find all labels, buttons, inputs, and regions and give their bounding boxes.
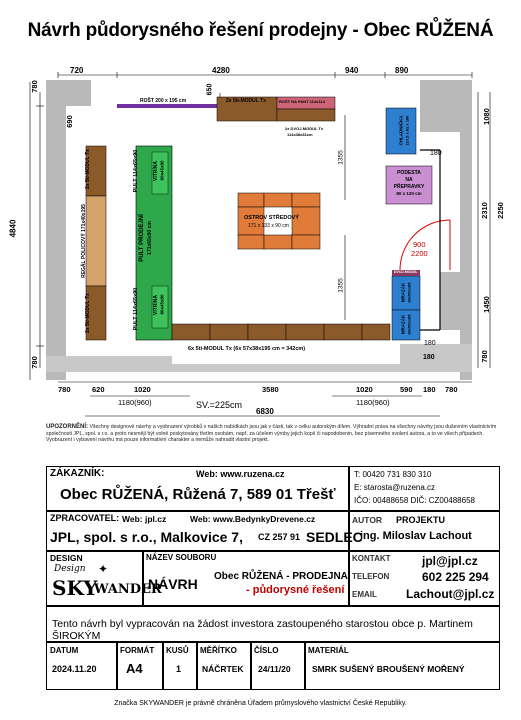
- customer-web: Web: www.ruzena.cz: [196, 469, 285, 479]
- dim-top-1: 720: [70, 66, 84, 75]
- dim-top-4: 890: [395, 66, 409, 75]
- dim-bottom2-3: 1180(960): [356, 398, 390, 407]
- label-pult-prodejni: PULT PRODEJNÍ: [139, 214, 145, 262]
- island: [238, 193, 320, 249]
- label-vitrina-2: VITRÍNA: [153, 295, 159, 315]
- customer-ico: IČO: 00488658 DIČ: CZ00488658: [354, 496, 475, 505]
- number-value: 24/11/20: [258, 664, 291, 674]
- label-dvoj-modul-dim: 114x38x81cm: [287, 132, 313, 137]
- label-vitrina-1-dim: 80x45x80: [159, 160, 165, 181]
- dim-right-4: 1450: [481, 296, 491, 313]
- dim-bottom-1: 780: [58, 385, 71, 394]
- dim-left-inner: 690: [64, 115, 74, 128]
- count-value: 1: [176, 664, 182, 674]
- date-label: DATUM: [50, 646, 79, 655]
- dim-1355-b: 1355: [337, 278, 345, 293]
- note-text: Tento návrh byl vypracován na žádost investora zastoupeného starostou obce p. Martinem ŠIROKÝM: [52, 618, 473, 642]
- customer-phone: T: 00420 731 830 310: [354, 470, 432, 479]
- processor-web-2: Web: www.BedynkyDrevene.cz: [190, 514, 316, 524]
- project-name-line-1: Obec RŮŽENÁ - PRODEJNA: [214, 571, 348, 582]
- label-chladnicka: CHLADNIČKA: [398, 115, 404, 146]
- dim-bottom-4: 3580: [262, 385, 279, 394]
- number-label: ČÍSLO: [254, 646, 279, 655]
- label-podesta-dim: 80 x 120 cm: [396, 191, 422, 196]
- dim-total: 6830: [256, 407, 274, 416]
- label-rost-pant: ROŠT NA PANT 114x114: [279, 99, 325, 104]
- label-pult-1: PULT 114x65x90: [133, 149, 139, 193]
- door-height: 2200: [411, 249, 428, 258]
- rost-bar: [117, 104, 217, 108]
- logo-sky: SKY: [52, 576, 98, 600]
- dim-bottom-2: 620: [92, 385, 105, 394]
- label-chladnicka-dim: 117,5 x 61 x 186: [404, 115, 410, 146]
- dim-right-5: 780: [479, 350, 489, 363]
- design-label: DESIGN: [50, 553, 83, 563]
- label-mrazak-2-dim: 60x55x185: [406, 314, 412, 335]
- dim-bottom-3: 1020: [134, 385, 151, 394]
- label-podesta-2: NA: [405, 177, 413, 183]
- date-value: 2024.11.20: [52, 664, 97, 674]
- dim-bottom-5: 1020: [356, 385, 373, 394]
- dim-bottom-7: 180: [423, 385, 436, 394]
- label-vitrina-1: VITRÍNA: [153, 161, 159, 181]
- format-value: A4: [126, 661, 143, 676]
- label-ostrov-dim: 171 x 133 x 90 cm: [248, 223, 289, 229]
- dim-sv: SV.=225cm: [196, 400, 242, 410]
- customer-email: E: starosta@ruzena.cz: [354, 483, 436, 492]
- dim-1355-a: 1355: [337, 150, 345, 165]
- footer-note: Značka SKYWANDER je právně chráněna Úřadem průmyslového vlastnictví České Republiky.: [114, 700, 407, 707]
- dim-right-3: 2250: [495, 202, 505, 219]
- material-label: MATERIÁL: [308, 646, 349, 655]
- author-name: ing. Miloslav Lachout: [360, 530, 472, 542]
- label-regal: REGÁL POLICOVÝ 171x40x195: [81, 204, 87, 278]
- count-label: KUSŮ: [166, 646, 189, 655]
- title-block: [46, 466, 500, 690]
- label-ostrov: OSTROV STŘEDOVÝ: [244, 215, 300, 221]
- dim-right-1: 1080: [481, 108, 491, 125]
- phone-label: TELEFON: [352, 572, 390, 581]
- label-dvoj-small: DVOJ-MODUL: [394, 270, 418, 274]
- processor-web-1: Web: jpl.cz: [122, 514, 167, 524]
- project-label: PROJEKTU: [396, 515, 446, 525]
- phone-value: 602 225 294: [422, 570, 489, 584]
- dim-left-3: 780: [29, 356, 39, 369]
- left-regal: [86, 196, 106, 286]
- material-value: SMRK SUŠENÝ BROUŠENÝ MOŘENÝ: [312, 664, 465, 674]
- label-mrazak-1-dim: 60x55x185: [406, 282, 412, 303]
- author-label: AUTOR: [352, 515, 383, 525]
- processor-name: JPL, spol. s r.o., Malkovice 7,: [50, 529, 243, 545]
- dim-left-1: 780: [29, 80, 39, 93]
- label-mrazak-2: MRAZÁK: [400, 314, 406, 335]
- label-left-modul-2: 2x 5ti-MODUL Tx: [85, 293, 91, 333]
- dim-180-a: 180: [430, 150, 442, 157]
- logo-star-icon: ✦: [98, 562, 109, 576]
- label-rost: ROŠT 200 x 195 cm: [140, 98, 187, 104]
- label-pult-2: PULT 114x65x90: [133, 287, 139, 331]
- disclaimer: [46, 424, 500, 444]
- dim-left-2: 4840: [8, 219, 18, 238]
- processor-psc: CZ 257 91: [258, 532, 301, 542]
- disclaimer-text: Všechny designové návrhy a vyobrazení výrobků v našich nabídkách jsou jak v části, tak v celku autorským dílem. Výhradní práva na všechny návrhy jsou duševním vlastnictvím společnosti JPL, spol. s r.o. a proto nesmějí být volně poskytovány třetím osobám, např. za účelem výroby jejich kopií či napodobenin, bez písemného svolení autora, a to ve všech případech. Vyobrazení i vybavení návrhu má pouze informativní charakter a nemůže nahradit vlastní projekt.: [46, 424, 497, 443]
- customer-label: ZÁKAZNÍK:: [50, 468, 105, 479]
- label-vitrina-2-dim: 80x45x80: [159, 294, 165, 315]
- dim-top-3: 940: [345, 66, 359, 75]
- filename-value: NÁVRH: [148, 576, 198, 592]
- label-pult-prodejni-dim: 171x65x90 cm: [147, 221, 153, 255]
- label-mrazak-1: MRAZÁK: [400, 282, 406, 303]
- project-name-line-2: - půdorysné řešení: [246, 584, 345, 596]
- dvoj-modul: [277, 109, 335, 121]
- logo-design-text: Design: [54, 564, 86, 574]
- disclaimer-head: UPOZORNĚNÍ:: [46, 424, 88, 430]
- email-label: EMAIL: [352, 590, 377, 599]
- label-podesta: PODESTA: [397, 170, 421, 176]
- dim-right-2: 2310: [479, 202, 489, 219]
- bottom-modules: [172, 324, 390, 340]
- dim-top-2: 4280: [212, 66, 230, 75]
- dim-180-c: 180: [423, 354, 435, 361]
- filename-label: NÁZEV SOUBORU: [146, 553, 217, 562]
- label-dvoj-modul: 2x DVOJ-MODUL Tx: [285, 126, 324, 131]
- dim-bottom-8: 780: [445, 385, 458, 394]
- email-value[interactable]: Lachout@jpl.cz: [406, 587, 495, 601]
- dim-bottom-6: 590: [400, 385, 413, 394]
- format-label: FORMÁT: [120, 646, 155, 655]
- dim-bottom2-1: 1180(960): [118, 398, 152, 407]
- dim-650: 650: [206, 83, 214, 96]
- door-width: 900: [413, 240, 426, 249]
- logo-wander: WANDER: [94, 582, 162, 597]
- customer-name: Obec RŮŽENÁ, Růžená 7, 589 01 Třešť: [60, 486, 336, 503]
- label-podesta-3: PŘEPRAVKY: [393, 184, 425, 190]
- plan-title: Návrh půdorysného řešení prodejny - Obec RŮŽENÁ: [27, 20, 494, 41]
- dim-180-b: 180: [424, 340, 436, 347]
- label-modul-top: 2x 5ti-MODUL Tx: [226, 98, 266, 104]
- contact-label: KONTAKT: [352, 554, 391, 563]
- label-left-modul-1: 2x 5ti-MODUL Tx: [85, 149, 91, 189]
- processor-label: ZPRACOVATEL:: [50, 513, 120, 523]
- scale-label: MĚŘÍTKO: [200, 646, 237, 655]
- processor-city: SEDLEC: [306, 529, 363, 545]
- scale-value: NÁČRTEK: [202, 664, 244, 674]
- label-bottom-modul: 6x 5ti-MODUL Tx (6x 57x38x195 cm = 342cm): [188, 346, 306, 352]
- contact-value[interactable]: jpl@jpl.cz: [422, 554, 478, 568]
